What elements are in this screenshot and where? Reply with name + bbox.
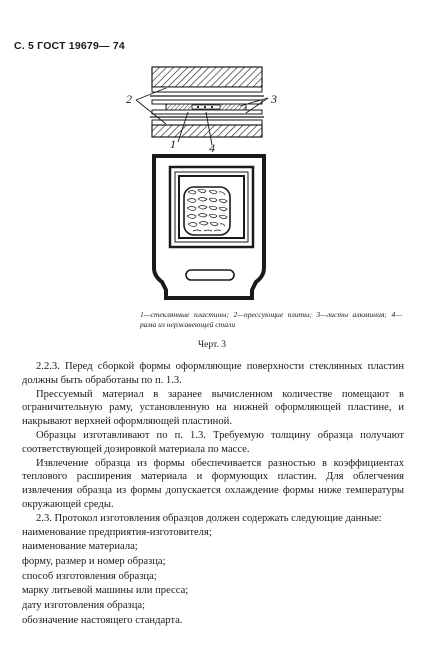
protocol-data-list [22,526,404,629]
callout-3: 3 [271,92,277,106]
body-text [22,360,404,628]
upper-pressing-plate [152,67,262,92]
page-header: С. 5 ГОСТ 19679— 74 [14,40,125,52]
frame-plan-view [154,156,264,298]
list-item: способ изготовления образца; [22,570,157,582]
glass-plates-and-aluminium-sheets [150,96,264,117]
figure-caption: Черт. 3 [198,340,226,350]
figure-3-drawing [0,0,427,320]
list-item: наименование предприятия-изготовителя; [22,526,212,538]
paragraph-samples: Образцы изготавливают по п. 1.3. Требуемую толщину образца получают соответствующей дозировкой материала по массе. [22,429,404,455]
figure-legend: 1—стеклянные пластины; 2—прессующие плиты; 3—листы алюминия; 4—рама из нержавеющей стали [140,310,402,329]
callout-2: 2 [126,92,132,106]
lower-pressing-plate [152,120,262,137]
list-item: форму, размер и номер образца; [22,555,166,567]
paragraph-2-3: 2.3. Протокол изготовления образцов должен содержать следующие данные: [36,512,382,524]
callout-4: 4 [209,141,215,155]
callout-1: 1 [170,137,176,151]
paragraph-material: Прессуемый материал в заранее вычисленном количестве помещают в ограничительную раму, установленную на нижней оформляющей пластине, и накрывают верхней оформляющей пластиной. [22,388,404,428]
list-item: дату изготовления образца; [22,600,146,612]
paragraph-extraction: Извлечение образца из формы обеспечивается разностью в коэффициентах теплового расширения материала и формующих пластин. Для облегчения извлечения образца из формы допускается охлаждение формы ниже температуры окружающей среды. [22,457,404,510]
paragraph-2-2-3: 2.2.3. Перед сборкой формы оформляющие поверхности стеклянных пластин должны быть обработаны по п. 1.3. [22,361,404,386]
list-item: наименование материала; [22,541,138,553]
list-item: обозначение настоящего стандарта. [22,614,183,626]
list-item: марку литьевой машины или пресса; [22,585,189,597]
